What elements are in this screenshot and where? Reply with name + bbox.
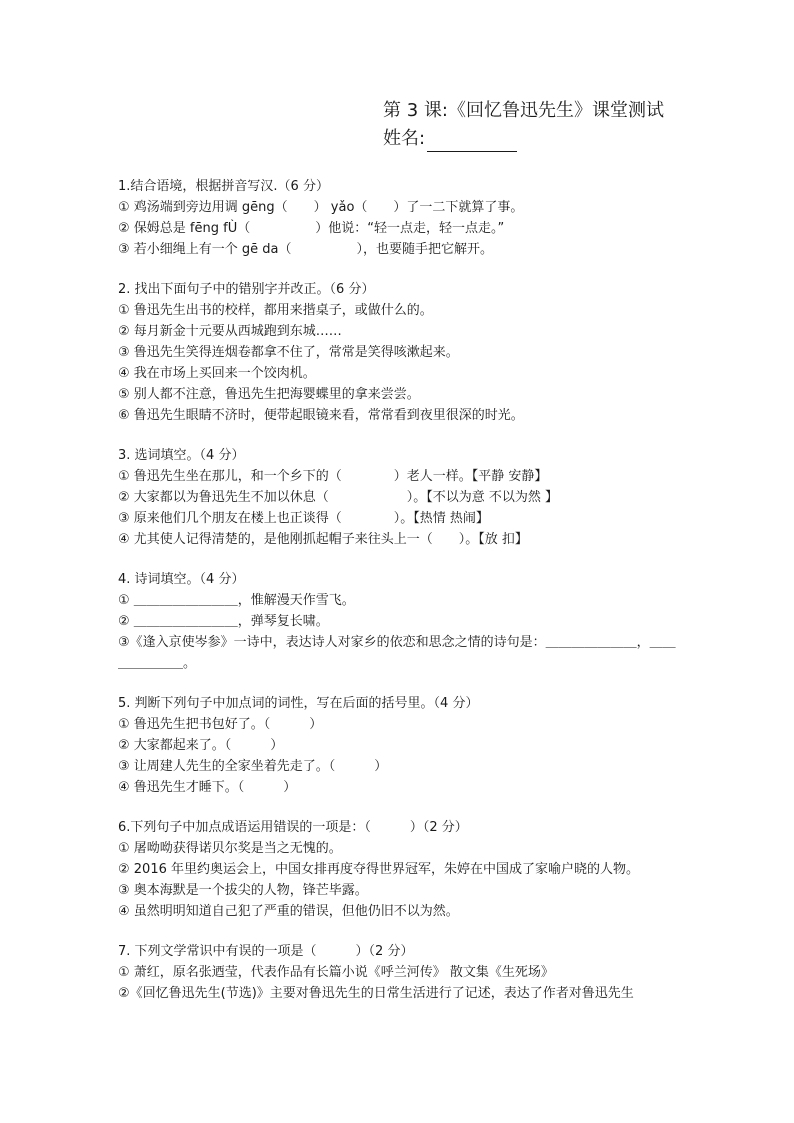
question-line: ③ 让周建人先生的全家坐着先走了。（ ） <box>118 759 388 774</box>
question-title: 5. 判断下列句子中加点词的词性，写在后面的括号里。（4 分） <box>118 696 479 711</box>
question-line: ① 鲁迅先生出书的校样，都用来揩桌子，或做什么的。 <box>118 303 433 318</box>
name-label: 姓名: <box>383 128 426 149</box>
question-title: 7. 下列文学常识中有误的一项是（ ）（2 分） <box>118 944 414 959</box>
question-line: ②《回忆鲁迅先生(节选)》主要对鲁迅先生的日常生活进行了记述，表达了作者对鲁迅先生 <box>118 986 634 1001</box>
question-line: ① 鲁迅先生坐在那儿，和一个乡下的（ ）老人一样。【平静 安静】 <box>118 469 548 484</box>
question-4 <box>118 569 688 674</box>
page-title: 第 3 课:《回忆鲁迅先生》课堂测试 <box>383 100 664 121</box>
name-field <box>383 126 664 152</box>
question-line: ⑥ 鲁迅先生眼睛不济时，便带起眼镜来看，常常看到夜里很深的时光。 <box>118 408 524 423</box>
question-line: ④ 鲁迅先生才睡下。（ ） <box>118 780 297 795</box>
question-line: ② ＿＿＿＿＿＿＿＿，弹琴复长啸。 <box>118 614 329 629</box>
question-line: ① ＿＿＿＿＿＿＿＿，惟解漫天作雪飞。 <box>118 593 355 608</box>
question-title: 4. 诗词填空。（4 分） <box>118 572 245 587</box>
question-line: ② 保姆总是 fēng fÙ（ ）他说：“轻一点走，轻一点走。” <box>118 221 505 236</box>
question-line: ② 大家都以为鲁迅先生不加以休息（ ）。【不以为意 不以为然 】 <box>118 490 559 505</box>
question-line: ① 萧红，原名张迺莹，代表作品有长篇小说《呼兰河传》 散文集《生死场》 <box>118 965 554 980</box>
question-5 <box>118 693 688 798</box>
question-line: ⑤ 别人都不注意，鲁迅先生把海婴蝶里的拿来尝尝。 <box>118 387 420 402</box>
question-3 <box>118 445 688 550</box>
question-line: ④ 虽然明明知道自己犯了严重的错误，但他仍旧不以为然。 <box>118 904 459 919</box>
question-title: 2. 找出下面句子中的错别字并改正。（6 分） <box>118 282 375 297</box>
question-line: ① 鸡汤端到旁边用调 gēng（ ） yǎo（ ）了一二下就算了事。 <box>118 200 524 215</box>
question-line: ② 2016 年里约奥运会上，中国女排再度夺得世界冠军，朱婷在中国成了家喻户晓的人物。 <box>118 862 640 877</box>
question-line: ① 鲁迅先生把书包好了。（ ） <box>118 717 323 732</box>
question-title: 1.结合语境，根据拼音写汉.（6 分） <box>118 179 329 194</box>
question-2 <box>118 279 688 426</box>
question-1 <box>118 176 688 260</box>
question-line: ③ 原来他们几个朋友在楼上也正谈得（ ）。【热情 热闹】 <box>118 511 489 526</box>
question-line: ② 大家都起来了。（ ） <box>118 738 284 753</box>
page-header <box>383 98 664 152</box>
question-line: ③ 若小细绳上有一个 gē da（ ），也要随手把它解开。 <box>118 242 494 257</box>
question-line: ④ 尤其使人记得清楚的，是他刚抓起帽子来往头上一（ ）。【放 扣】 <box>118 532 528 547</box>
question-line: ① 屠呦呦获得诺贝尔奖是当之无愧的。 <box>118 841 342 856</box>
question-line: ③ 鲁迅先生笑得连烟卷都拿不住了，常常是笑得咳漱起来。 <box>118 345 459 360</box>
question-title: 3. 选词填空。（4 分） <box>118 448 245 463</box>
question-line: ② 每月新金十元要从西城跑到东城…… <box>118 324 342 339</box>
question-7 <box>118 941 688 1004</box>
question-title: 6.下列句子中加点成语运用错误的一项是：（ ）（2 分） <box>118 820 468 835</box>
question-line: ④ 我在市场上买回来一个饺肉机。 <box>118 366 316 381</box>
question-list <box>118 176 688 1023</box>
name-blank[interactable] <box>427 133 517 152</box>
question-line: ③ 奥本海默是一个拔尖的人物，锋芒毕露。 <box>118 883 368 898</box>
question-line: ③《逢入京使岑参》一诗中，表达诗人对家乡的依恋和思念之情的诗句是：＿＿＿＿＿＿＿，＿＿＿＿＿＿＿。 <box>118 635 676 671</box>
question-6 <box>118 817 688 922</box>
